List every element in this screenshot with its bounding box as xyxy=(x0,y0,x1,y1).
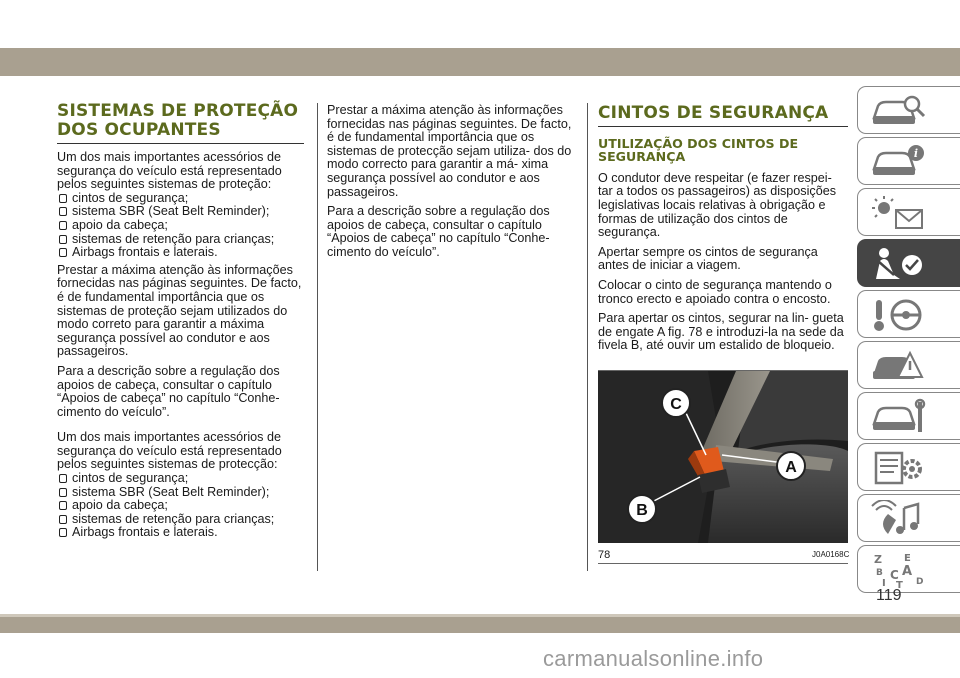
tab-technical-data[interactable] xyxy=(857,443,960,491)
column-divider-1 xyxy=(317,103,318,571)
index-letter: A xyxy=(902,564,913,579)
index-letter: B xyxy=(876,568,883,578)
tab-emergency[interactable] xyxy=(857,341,960,389)
left-list-2 xyxy=(57,472,304,540)
label-a: A xyxy=(785,459,797,476)
list-item: sistemas de retenção para crianças; xyxy=(57,233,304,247)
watermark: carmanualsonline.info xyxy=(543,646,764,671)
right-subheading: UTILIZAÇÃO DOS CINTOS DE SEGURANÇA xyxy=(598,136,799,165)
middle-para2: Para a descrição sobre a regulação dos apoios de cabeça, consultar o capítulo “Apoios de cabeça” no capítulo “Conhe- cimento do veículo”. xyxy=(327,204,550,259)
right-column xyxy=(598,104,848,359)
list-item: sistema SBR (Seat Belt Reminder); xyxy=(57,486,304,500)
right-para: Para apertar os cintos, segurar na lin- gueta de engate A fig. 78 e introduzi-la na sede da fivela B, até ouvir um estalido de bloqueio. xyxy=(598,311,844,353)
index-letter: C xyxy=(890,568,899,582)
tab-warning-lights[interactable] xyxy=(857,188,960,236)
right-para: O condutor deve respeitar (e fazer respei- tar a todos os passageiros) as disposições legislativas locais relativas à obrigação e formas de utilização dos cintos de segurança. xyxy=(598,170,837,240)
right-para: Apertar sempre os cintos de segurança antes de iniciar a viagem. xyxy=(598,244,818,273)
list-item: cintos de segurança; xyxy=(57,192,304,206)
left-heading: SISTEMAS DE PROTEÇÃO DOS OCUPANTES xyxy=(57,102,304,144)
left-para2: Para a descrição sobre a regulação dos apoios de cabeça, consultar o capítulo “Apoios de cabeça” no capítulo “Conhe- cimento do veículo”. xyxy=(57,363,280,419)
index-letter: I xyxy=(882,578,886,589)
tab-vehicle-knowledge[interactable] xyxy=(857,86,960,134)
label-c: C xyxy=(670,396,682,413)
middle-column xyxy=(327,104,577,266)
right-heading: CINTOS DE SEGURANÇA xyxy=(598,104,848,127)
occupant-safety-icon xyxy=(870,245,930,283)
left-column xyxy=(57,102,304,540)
tab-multimedia[interactable] xyxy=(857,494,960,542)
label-b: B xyxy=(636,502,648,519)
emergency-icon xyxy=(870,347,930,385)
list-item: cintos de segurança; xyxy=(57,472,304,486)
tab-maintenance[interactable] xyxy=(857,392,960,440)
tab-starting-driving[interactable] xyxy=(857,290,960,338)
left-intro-2: Um dos mais importantes acessórios de segurança do veículo está representado pelos seguintes sistemas de protecção: xyxy=(57,430,282,472)
index-letter: E xyxy=(904,553,911,564)
index-icon xyxy=(870,551,930,589)
index-letter: T xyxy=(896,580,903,589)
seatbelt-figure xyxy=(598,371,848,543)
figure-number: 78 xyxy=(598,549,611,561)
list-item: Airbags frontais e laterais. xyxy=(57,246,304,260)
column-divider-2 xyxy=(587,103,588,571)
car-info-icon xyxy=(870,143,930,181)
index-letter: D xyxy=(916,577,924,587)
index-letter: Z xyxy=(874,553,882,566)
page-number: 119 xyxy=(876,587,902,604)
tab-dashboard[interactable] xyxy=(857,137,960,185)
list-item: apoio da cabeça; xyxy=(57,219,304,233)
list-item: Airbags frontais e laterais. xyxy=(57,526,304,540)
maintenance-icon xyxy=(870,398,930,436)
list-item: sistema SBR (Seat Belt Reminder); xyxy=(57,205,304,219)
top-band xyxy=(0,48,960,76)
technical-data-icon xyxy=(870,449,930,487)
seatbelt-illustration xyxy=(598,371,848,543)
figure-code: J0A0168C xyxy=(812,550,850,559)
multimedia-icon xyxy=(870,500,930,538)
car-search-icon xyxy=(870,92,930,130)
starting-driving-icon xyxy=(870,296,930,334)
left-list xyxy=(57,192,304,260)
right-para: Colocar o cinto de segurança mantendo o tronco erecto e apoiado contra o encosto. xyxy=(598,277,832,306)
bottom-band xyxy=(0,614,960,633)
tab-safety[interactable] xyxy=(857,239,960,287)
svg-text:i: i xyxy=(913,147,919,160)
left-intro: Um dos mais importantes acessórios de segurança do veículo está representado pelos seguintes sistemas de proteção: xyxy=(57,150,282,192)
list-item: apoio da cabeça; xyxy=(57,499,304,513)
left-para1: Prestar a máxima atenção às informações fornecidas nas páginas seguintes. De facto, é de fundamental importância que os sistemas de proteção sejam utilizados do modo correto para garantir a máxima segurança possível ao condutor e aos passageiros. xyxy=(57,262,302,359)
tab-index[interactable] xyxy=(857,545,960,593)
middle-para1: Prestar a máxima atenção às informações fornecidas nas páginas seguintes. De facto, é de fundamental importância que os sistemas de protecção sejam utiliza- dos do modo correcto para garantir a má- xima segurança possível ao condutor e aos passageiros. xyxy=(327,103,572,199)
warning-lights-icon xyxy=(870,194,930,232)
list-item: sistemas de retenção para crianças; xyxy=(57,513,304,527)
figure-bottom-rule xyxy=(598,563,848,564)
